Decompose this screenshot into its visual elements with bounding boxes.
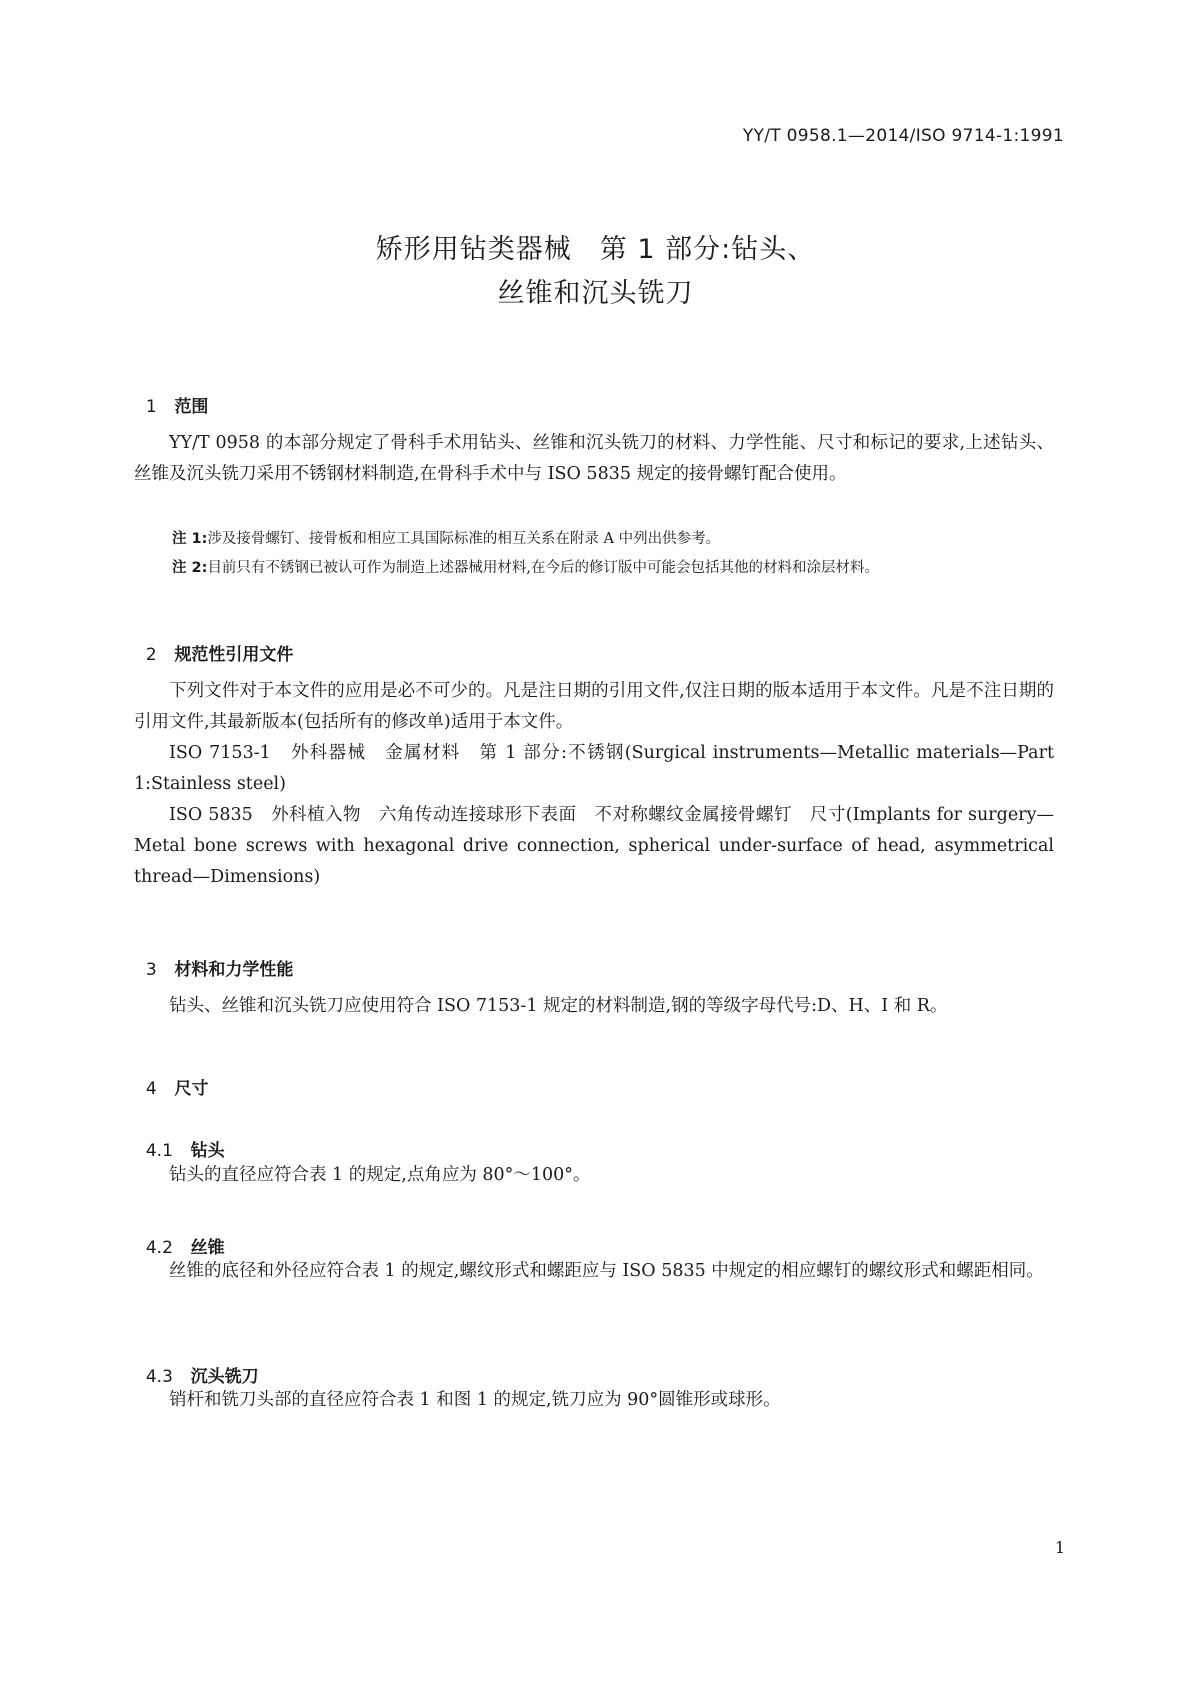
title-line-2: 丝锥和沉头铣刀 bbox=[497, 278, 694, 309]
title-line-1: 矫形用钻类器械 第 1 部分:钻头、 bbox=[375, 234, 816, 265]
page-number: 1 bbox=[1054, 1538, 1065, 1557]
section-2-heading bbox=[134, 620, 293, 665]
section-4-3-body: 销杆和铣刀头部的直径应符合表 1 和图 1 的规定,铣刀应为 90°圆锥形或球形。 bbox=[169, 1390, 781, 1410]
section-3-heading bbox=[134, 935, 293, 980]
section-1-heading bbox=[134, 372, 208, 417]
section-4-title: 尺寸 bbox=[174, 1079, 209, 1099]
section-4-2-body: 丝锥的底径和外径应符合表 1 的规定,螺纹形式和螺距应与 ISO 5835 中规定的相应螺钉的螺纹形式和螺距相同。 bbox=[169, 1261, 1044, 1281]
section-3-body: 钻头、丝锥和沉头铣刀应使用符合 ISO 7153-1 规定的材料制造,钢的等级字母代号:D、H、I 和 R。 bbox=[169, 996, 948, 1016]
note-2 bbox=[172, 556, 1062, 580]
section-4-heading bbox=[134, 1054, 208, 1099]
section-2-number: 2 bbox=[145, 645, 157, 665]
note-1 bbox=[172, 527, 1062, 551]
section-4-number: 4 bbox=[145, 1079, 157, 1099]
standard-number: YY/T 0958.1—2014/ISO 9714-1:1991 bbox=[742, 126, 1064, 146]
section-4-3-title: 沉头铣刀 bbox=[190, 1367, 259, 1387]
document-title bbox=[0, 228, 1191, 316]
section-1-title: 范围 bbox=[174, 397, 209, 417]
section-4-2-number: 4.2 bbox=[145, 1238, 173, 1258]
section-1-body: YY/T 0958 的本部分规定了骨科手术用钻头、丝锥和沉头铣刀的材料、力学性能、尺寸和标记的要求,上述钻头、丝锥及沉头铣刀采用不锈钢材料制造,在骨科手术中与 ISO 5835 规定的接骨螺钉配合使用。 bbox=[134, 433, 1054, 484]
note-1-text: 涉及接骨螺钉、接骨板和相应工具国际标准的相互关系在附录 A 中列出供参考。 bbox=[207, 531, 721, 547]
section-4-1-body: 钻头的直径应符合表 1 的规定,点角应为 80°～100°。 bbox=[169, 1165, 591, 1185]
section-2-title: 规范性引用文件 bbox=[174, 645, 294, 665]
note-1-label: 注 1: bbox=[172, 531, 208, 547]
reference-iso-7153-1: ISO 7153-1 外科器械 金属材料 第 1 部分:不锈钢(Surgical instruments—Metallic materials—Part 1:Stainless steel) bbox=[134, 743, 1054, 794]
section-1-number: 1 bbox=[145, 397, 157, 417]
note-2-text: 目前只有不锈钢已被认可作为制造上述器械用材料,在今后的修订版中可能会包括其他的材料和涂层材料。 bbox=[207, 560, 880, 576]
section-3-title: 材料和力学性能 bbox=[174, 960, 294, 980]
section-4-2-title: 丝锥 bbox=[190, 1238, 225, 1258]
section-4-1-number: 4.1 bbox=[145, 1141, 173, 1161]
section-4-1-heading bbox=[134, 1116, 225, 1161]
section-4-3-heading bbox=[134, 1342, 259, 1387]
section-4-1-title: 钻头 bbox=[190, 1141, 225, 1161]
section-2-body: 下列文件对于本文件的应用是必不可少的。凡是注日期的引用文件,仅注日期的版本适用于本文件。凡是不注日期的引用文件,其最新版本(包括所有的修改单)适用于本文件。 bbox=[134, 681, 1054, 732]
section-3-number: 3 bbox=[145, 960, 157, 980]
section-4-2-heading bbox=[134, 1213, 225, 1258]
section-4-3-number: 4.3 bbox=[145, 1367, 173, 1387]
note-2-label: 注 2: bbox=[172, 560, 208, 576]
reference-iso-5835: ISO 5835 外科植入物 六角传动连接球形下表面 不对称螺纹金属接骨螺钉 尺寸(Implants for surgery—Metal bone screws with hexagonal drive connection, spherical under-surface of head, asymmetrical thread—Dimensions) bbox=[134, 805, 1054, 887]
